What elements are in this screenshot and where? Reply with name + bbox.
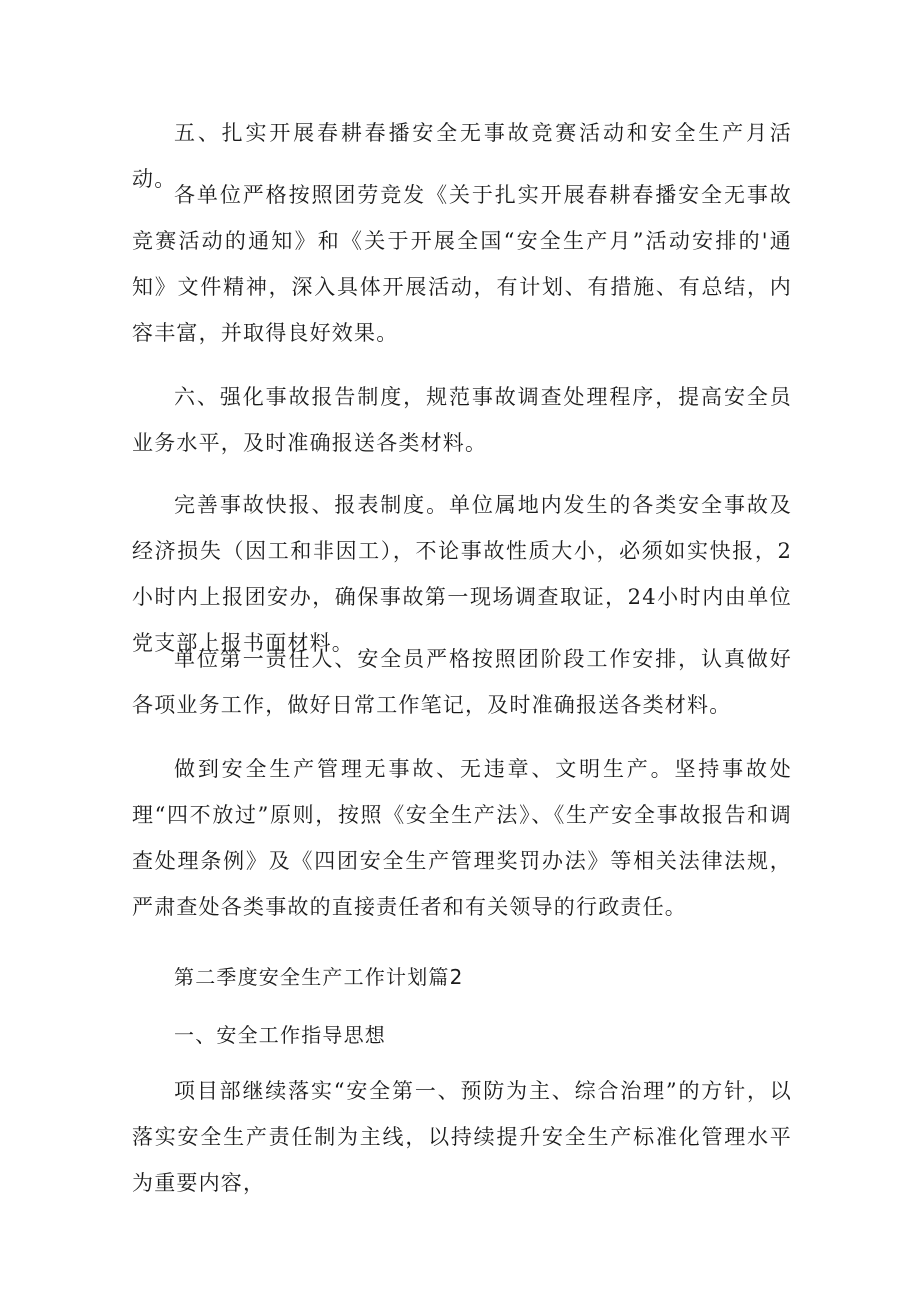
paragraph-project-policy: 项目部继续落实“安全第一、预防为主、综合治理”的方针，以落实安全生产责任制为主线，以持续提升安全生产标准化管理水平为重要内容， — [132, 1079, 792, 1195]
heading-plan-part-2: 第二季度安全生产工作计划篇2 — [174, 965, 464, 989]
paragraph-responsible-person: 单位第一责任人、安全员严格按照团阶段工作安排，认真做好各项业务工作，做好日常工作笔记，及时准确报送各类材料。 — [132, 647, 792, 717]
paragraph-safety-management: 做到安全生产管理无事故、无违章、文明生产。坚持事故处理“四不放过”原则，按照《安全生产法》、《生产安全事故报告和调查处理条例》及《四团安全生产管理奖罚办法》等相关法律法规，严肃查处各类事故的直接责任者和有关领导的行政责任。 — [132, 757, 792, 919]
paragraph-accident-reporting: 完善事故快报、报表制度。单位属地内发生的各类安全事故及经济损失（因工和非因工），不论事故性质大小，必须如实快报，2小时内上报团安办，确保事故第一现场调查取证，24小时内由单位党支部上报书面材料。 — [132, 493, 792, 655]
paragraph-section-5-title: 五、扎实开展春耕春播安全无事故竞赛活动和安全生产月活动。 — [132, 121, 792, 191]
heading-guiding-ideology: 一、安全工作指导思想 — [174, 1023, 386, 1047]
paragraph-section-6-title: 六、强化事故报告制度，规范事故调查处理程序，提高安全员业务水平，及时准确报送各类材料。 — [132, 385, 792, 455]
paragraph-competition-notice: 各单位严格按照团劳竞发《关于扎实开展春耕春播安全无事故竞赛活动的通知》和《关于开展全国“安全生产月”活动安排的'通知》文件精神，深入具体开展活动，有计划、有措施、有总结，内容丰富，并取得良好效果。 — [132, 183, 792, 345]
